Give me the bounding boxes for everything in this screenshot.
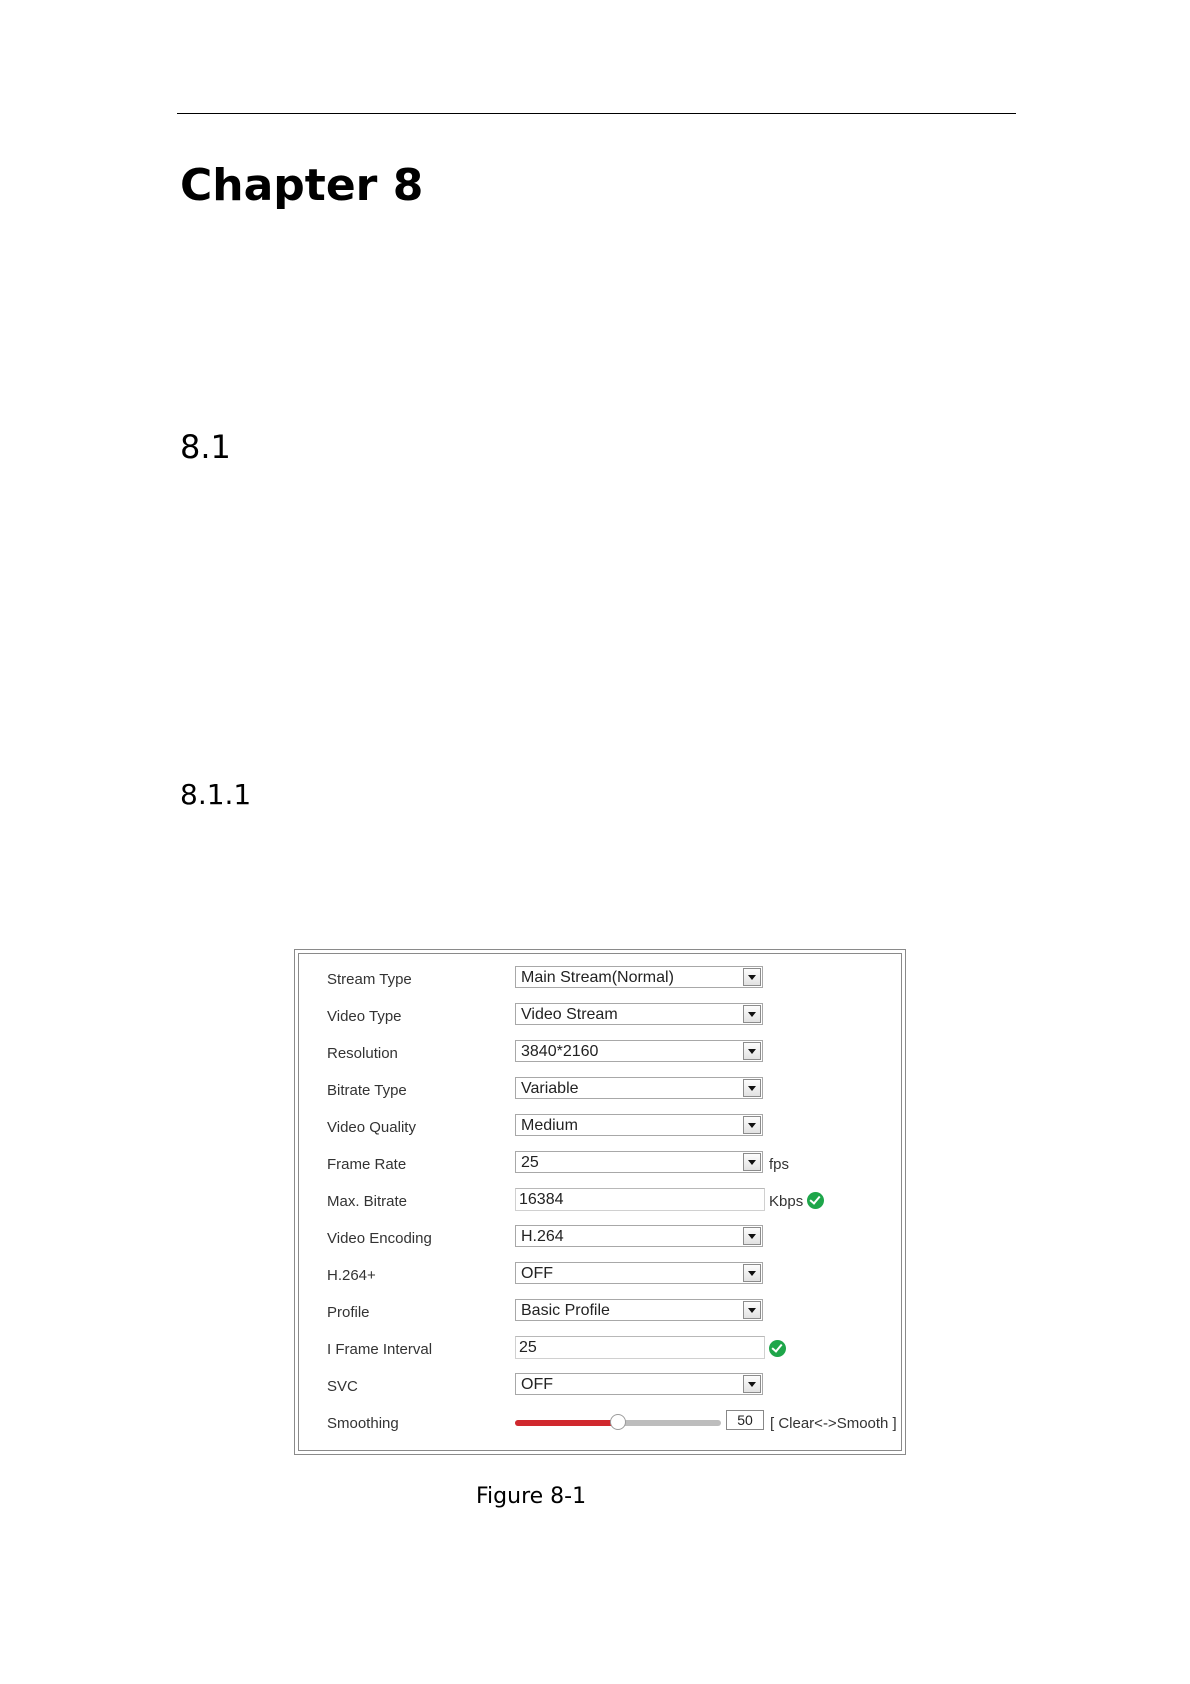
- video-quality-label: Video Quality: [327, 1119, 416, 1136]
- resolution-value: 3840*2160: [521, 1043, 599, 1060]
- stream-type-value: Main Stream(Normal): [521, 969, 674, 986]
- stream-type-label: Stream Type: [327, 971, 412, 988]
- svc-value: OFF: [521, 1376, 553, 1393]
- profile-value: Basic Profile: [521, 1302, 610, 1319]
- smoothing-row: [299, 1410, 901, 1436]
- video-quality-row: [299, 1114, 901, 1140]
- h264plus-row: [299, 1262, 901, 1288]
- stream-settings-figure: [294, 949, 906, 1455]
- frame-rate-label: Frame Rate: [327, 1156, 407, 1173]
- resolution-label: Resolution: [327, 1045, 398, 1062]
- stream-settings-panel: [298, 953, 902, 1451]
- bitrate-type-label: Bitrate Type: [327, 1082, 407, 1099]
- smoothing-slider[interactable]: [515, 1420, 721, 1426]
- bitrate-type-value: Variable: [521, 1080, 579, 1097]
- frame-rate-unit: fps: [769, 1156, 790, 1173]
- h264plus-value: OFF: [521, 1265, 553, 1282]
- max-bitrate-label: Max. Bitrate: [327, 1193, 408, 1210]
- chevron-down-icon[interactable]: [743, 1375, 761, 1393]
- video-quality-select[interactable]: [515, 1114, 763, 1136]
- max-bitrate-unit: Kbps: [769, 1193, 804, 1210]
- frame-rate-value: 25: [521, 1154, 539, 1171]
- video-encoding-value: H.264: [521, 1228, 564, 1245]
- smoothing-slider-fill: [515, 1420, 618, 1426]
- frame-rate-row: [299, 1151, 901, 1177]
- chevron-down-icon[interactable]: [743, 1153, 761, 1171]
- max-bitrate-value: 16384: [519, 1191, 564, 1208]
- svc-select[interactable]: [515, 1373, 763, 1395]
- i-frame-interval-row: [299, 1336, 901, 1362]
- video-encoding-label: Video Encoding: [327, 1230, 432, 1247]
- chevron-down-icon[interactable]: [743, 1005, 761, 1023]
- profile-row: [299, 1299, 901, 1325]
- frame-rate-select[interactable]: [515, 1151, 763, 1173]
- video-quality-value: Medium: [521, 1117, 578, 1134]
- stream-type-row: [299, 966, 901, 992]
- stream-type-select[interactable]: [515, 966, 763, 988]
- max-bitrate-input[interactable]: [515, 1188, 765, 1211]
- chevron-down-icon[interactable]: [743, 1116, 761, 1134]
- smoothing-hint: [ Clear<->Smooth ]: [770, 1415, 897, 1432]
- bitrate-type-row: [299, 1077, 901, 1103]
- chevron-down-icon[interactable]: [743, 1079, 761, 1097]
- resolution-row: [299, 1040, 901, 1066]
- chapter-title: Chapter 8: [180, 160, 424, 211]
- video-type-select[interactable]: [515, 1003, 763, 1025]
- video-encoding-select[interactable]: [515, 1225, 763, 1247]
- max-bitrate-row: [299, 1188, 901, 1214]
- check-circle-icon: [769, 1340, 786, 1357]
- header-rule: [177, 113, 1016, 114]
- video-type-label: Video Type: [327, 1008, 402, 1025]
- profile-select[interactable]: [515, 1299, 763, 1321]
- chevron-down-icon[interactable]: [743, 1042, 761, 1060]
- svc-label: SVC: [327, 1378, 358, 1395]
- i-frame-interval-input[interactable]: [515, 1336, 765, 1359]
- video-encoding-row: [299, 1225, 901, 1251]
- smoothing-value-input[interactable]: 50: [726, 1410, 764, 1430]
- video-type-row: [299, 1003, 901, 1029]
- h264plus-label: H.264+: [327, 1267, 376, 1284]
- chevron-down-icon[interactable]: [743, 1301, 761, 1319]
- smoothing-slider-handle[interactable]: [610, 1414, 626, 1430]
- video-type-value: Video Stream: [521, 1006, 618, 1023]
- h264plus-select[interactable]: [515, 1262, 763, 1284]
- svc-row: [299, 1373, 901, 1399]
- chevron-down-icon[interactable]: [743, 1264, 761, 1282]
- bitrate-type-select[interactable]: [515, 1077, 763, 1099]
- chevron-down-icon[interactable]: [743, 968, 761, 986]
- i-frame-interval-label: I Frame Interval: [327, 1341, 433, 1358]
- subsection-number: 8.1.1: [180, 778, 252, 811]
- chevron-down-icon[interactable]: [743, 1227, 761, 1245]
- resolution-select[interactable]: [515, 1040, 763, 1062]
- check-circle-icon: [807, 1192, 824, 1209]
- smoothing-label: Smoothing: [327, 1415, 399, 1432]
- i-frame-interval-value: 25: [519, 1339, 537, 1356]
- figure-caption: Figure 8-1: [476, 1484, 587, 1509]
- profile-label: Profile: [327, 1304, 370, 1321]
- section-number: 8.1: [180, 428, 231, 466]
